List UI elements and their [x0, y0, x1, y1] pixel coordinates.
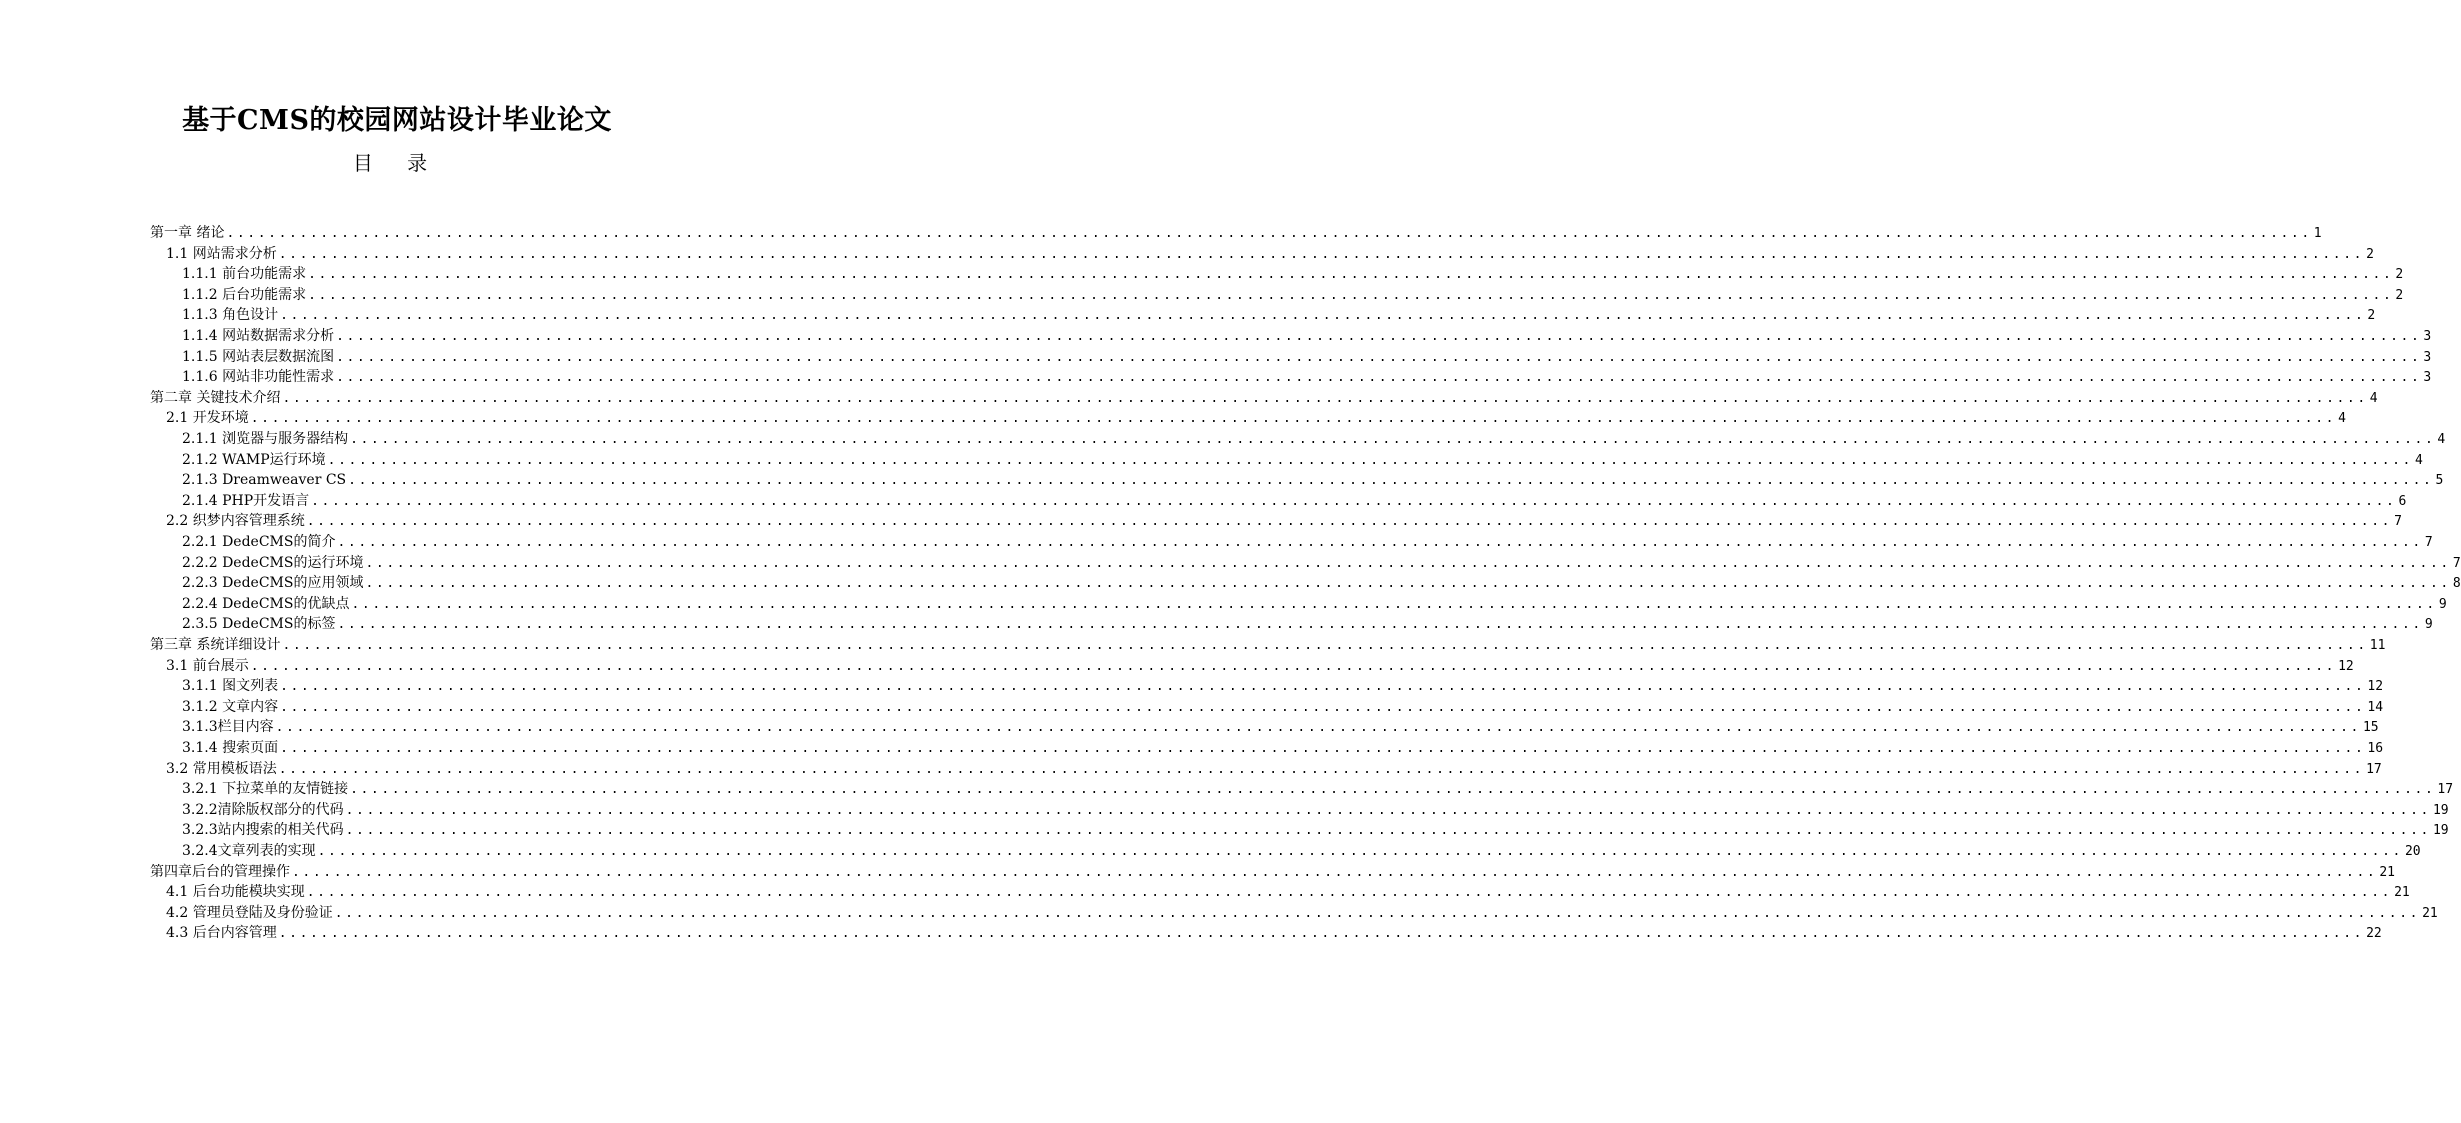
toc-entry-page-number: 5	[2435, 473, 2444, 489]
toc-entry-label: 第一章 绪论	[150, 225, 225, 241]
toc-entry-page-number: 3	[2423, 349, 2432, 365]
toc-entry-label: 第二章 关键技术介绍	[150, 389, 281, 406]
toc-leader-dots: ........................................................................................................................................................................................................	[317, 844, 2403, 859]
toc-heading: 目 录	[352, 151, 442, 175]
toc-leader-dots: ........................................................................................................................................................................................................	[348, 473, 2434, 489]
toc-entry-label: 1.1.6 网站非功能性需求	[182, 369, 335, 386]
toc-leader-dots: ........................................................................................................................................................................................................	[334, 905, 2421, 921]
toc-entry-label: 3.2.2清除版权部分的代码	[182, 801, 344, 818]
toc-leader-dots: ........................................................................................................................................................................................................	[308, 287, 2394, 303]
toc-entry-page-number: 8	[2452, 576, 2461, 592]
toc-entry	[166, 760, 2382, 779]
toc-entry-label: 3.1.1 图文列表	[182, 678, 279, 695]
toc-leader-dots: ........................................................................................................................................................................................................	[311, 493, 2397, 509]
toc-entry	[150, 863, 2395, 882]
toc-entry	[182, 698, 2384, 717]
toc-entry-page-number: 7	[2424, 535, 2433, 550]
toc-entry-page-number: 15	[2362, 720, 2379, 736]
toc-leader-dots: ........................................................................................................................................................................................................	[280, 308, 2366, 324]
toc-entry-label: 2.2.4 DedeCMS的优缺点	[182, 595, 350, 612]
toc-leader-dots: ........................................................................................................................................................................................................	[306, 885, 2393, 901]
toc-leader-dots: ........................................................................................................................................................................................................	[350, 782, 2436, 798]
toc-entry-page-number: 9	[2424, 617, 2433, 633]
toc-entry	[182, 842, 2421, 861]
toc-entry	[182, 718, 2379, 737]
toc-leader-dots: ........................................................................................................................................................................................................	[306, 514, 2393, 530]
toc-leader-dots: ........................................................................................................................................................................................................	[337, 535, 2423, 550]
toc-entry-page-number: 12	[2367, 679, 2384, 695]
toc-entry-page-number: 17	[2437, 782, 2454, 798]
toc-leader-dots: ........................................................................................................................................................................................................	[345, 802, 2431, 818]
toc-entry-page-number: 19	[2432, 823, 2449, 839]
toc-leader-dots: ........................................................................................................................................................................................................	[278, 926, 2365, 942]
toc-entry-label: 2.2.1 DedeCMS的简介	[182, 534, 336, 550]
toc-entry-label: 4.1 后台功能模块实现	[166, 884, 305, 901]
toc-entry	[166, 924, 2382, 943]
toc-entry	[182, 780, 2454, 799]
toc-entry-page-number: 4	[2437, 432, 2446, 447]
toc-leader-dots: ........................................................................................................................................................................................................	[351, 596, 2437, 612]
toc-leader-dots: ........................................................................................................................................................................................................	[292, 864, 2378, 880]
toc-entry	[182, 492, 2407, 511]
toc-entry-page-number: 20	[2404, 844, 2421, 859]
toc-leader-dots: ........................................................................................................................................................................................................	[365, 576, 2451, 592]
toc-entry	[182, 451, 2423, 470]
toc-entry	[182, 368, 2432, 387]
toc-leader-dots: ........................................................................................................................................................................................................	[226, 226, 2312, 241]
toc-leader-dots: ........................................................................................................................................................................................................	[278, 761, 2365, 777]
toc-entry-label: 2.1.1 浏览器与服务器结构	[182, 431, 349, 447]
toc-entry-label: 3.1 前台展示	[166, 657, 249, 674]
toc-entry	[182, 821, 2449, 840]
toc-entry-label: 1.1.1 前台功能需求	[182, 266, 307, 283]
toc-entry-page-number: 19	[2432, 802, 2449, 818]
toc-entry	[182, 574, 2461, 593]
toc-leader-dots: ........................................................................................................................................................................................................	[250, 658, 2337, 674]
toc-entry-page-number: 14	[2367, 699, 2384, 715]
toc-entry	[182, 739, 2384, 758]
toc-entry-page-number: 21	[2394, 885, 2410, 901]
toc-leader-dots: ........................................................................................................................................................................................................	[336, 329, 2422, 344]
toc-entry-page-number: 16	[2367, 741, 2384, 756]
toc-leader-dots: ........................................................................................................................................................................................................	[280, 699, 2366, 715]
toc-entry-page-number: 1	[2313, 226, 2322, 241]
document-title: 基于CMS的校园网站设计毕业论文	[182, 105, 612, 136]
toc-entry-label: 2.1.3 Dreamweaver CS	[182, 472, 347, 489]
toc-leader-dots: ........................................................................................................................................................................................................	[365, 555, 2451, 571]
toc-leader-dots: ........................................................................................................................................................................................................	[336, 370, 2422, 386]
toc-entry	[150, 389, 2378, 408]
toc-entry-label: 1.1.3 角色设计	[182, 307, 279, 324]
toc-entry-page-number: 22	[2366, 926, 2382, 942]
toc-entry-page-number: 6	[2398, 493, 2407, 509]
toc-entry	[166, 245, 2374, 264]
toc-entry	[182, 306, 2376, 325]
toc-leader-dots: ........................................................................................................................................................................................................	[345, 823, 2431, 839]
toc-entry-label: 2.3.5 DedeCMS的标签	[182, 616, 336, 633]
toc-entry	[182, 554, 2461, 573]
toc-entry	[182, 327, 2432, 346]
toc-entry-label: 第三章 系统详细设计	[150, 637, 281, 653]
toc-entry-label: 3.1.4 搜索页面	[182, 740, 279, 756]
toc-leader-dots: ........................................................................................................................................................................................................	[280, 679, 2366, 695]
toc-entry	[182, 430, 2446, 449]
toc-entry	[182, 615, 2433, 634]
toc-entry	[182, 265, 2404, 284]
toc-entry-page-number: 17	[2366, 761, 2382, 777]
toc-entry-page-number: 4	[2369, 390, 2378, 406]
toc-entry-label: 2.1.4 PHP开发语言	[182, 492, 310, 509]
toc-leader-dots: ........................................................................................................................................................................................................	[336, 349, 2422, 365]
toc-entry-label: 3.2 常用模板语法	[166, 760, 277, 777]
toc-entry	[166, 657, 2354, 676]
toc-leader-dots: ........................................................................................................................................................................................................	[337, 617, 2423, 633]
toc-entry-label: 2.2.3 DedeCMS的应用领域	[182, 575, 364, 592]
toc-entry-page-number: 9	[2438, 596, 2447, 612]
toc-leader-dots: ........................................................................................................................................................................................................	[250, 411, 2337, 427]
toc-entry-page-number: 7	[2452, 555, 2461, 571]
toc-entry	[150, 636, 2386, 655]
toc-entry-label: 2.1 开发环境	[166, 410, 249, 427]
toc-entry	[166, 409, 2346, 428]
toc-entry-page-number: 4	[2338, 411, 2346, 427]
toc-entry	[150, 224, 2322, 243]
toc-entry-page-number: 3	[2423, 329, 2432, 344]
toc-entry-label: 1.1.5 网站表层数据流图	[182, 348, 335, 365]
toc-entry-page-number: 2	[2367, 308, 2376, 324]
toc-leader-dots: ........................................................................................................................................................................................................	[350, 432, 2436, 447]
toc-entry-label: 1.1.4 网站数据需求分析	[182, 328, 335, 344]
toc-entry-page-number: 2	[2395, 287, 2404, 303]
toc-entry-label: 3.1.3栏目内容	[182, 719, 274, 736]
toc-entry-label: 4.3 后台内容管理	[166, 925, 277, 942]
toc-entry-page-number: 2	[2395, 267, 2404, 283]
toc-leader-dots: ........................................................................................................................................................................................................	[278, 246, 2365, 262]
toc-entry-label: 3.2.4文章列表的实现	[182, 843, 316, 859]
toc-leader-dots: ........................................................................................................................................................................................................	[282, 390, 2368, 406]
toc-leader-dots: ........................................................................................................................................................................................................	[280, 741, 2366, 756]
toc-entry	[182, 533, 2433, 552]
toc-entry	[166, 883, 2410, 902]
toc-entry-page-number: 2	[2366, 246, 2374, 262]
toc-entry	[182, 677, 2384, 696]
toc-entry-label: 1.1.2 后台功能需求	[182, 286, 307, 303]
toc-entry	[182, 286, 2404, 305]
toc-entry	[182, 348, 2432, 367]
toc-leader-dots: ........................................................................................................................................................................................................	[327, 452, 2413, 468]
toc-entry	[182, 471, 2444, 490]
toc-entry-page-number: 4	[2414, 452, 2423, 468]
toc-entry-label: 2.2 织梦内容管理系统	[166, 513, 305, 530]
toc-entry-label: 3.1.2 文章内容	[182, 698, 279, 715]
toc-entry	[166, 512, 2402, 531]
toc-leader-dots: ........................................................................................................................................................................................................	[282, 638, 2368, 653]
toc-entry-page-number: 12	[2338, 658, 2354, 674]
toc-entry-label: 4.2 管理员登陆及身份验证	[166, 904, 333, 921]
toc-entry-label: 3.2.3站内搜索的相关代码	[182, 822, 344, 839]
toc-leader-dots: ........................................................................................................................................................................................................	[308, 267, 2394, 283]
toc-entry-label: 第四章后台的管理操作	[150, 863, 290, 880]
toc-entry-label: 1.1 网站需求分析	[166, 245, 277, 262]
toc-leader-dots: ........................................................................................................................................................................................................	[275, 720, 2361, 736]
toc-entry-label: 2.2.2 DedeCMS的运行环境	[182, 554, 364, 571]
toc-entry-page-number: 21	[2422, 905, 2438, 921]
toc-entry	[182, 595, 2447, 614]
toc-entry-label: 2.1.2 WAMP运行环境	[182, 451, 326, 468]
toc-entry-label: 3.2.1 下拉菜单的友情链接	[182, 781, 349, 798]
toc-entry-page-number: 11	[2369, 638, 2386, 653]
toc-entry	[166, 904, 2438, 923]
toc-entry	[182, 801, 2449, 820]
toc-entry-page-number: 3	[2423, 370, 2432, 386]
toc-entry-page-number: 7	[2394, 514, 2402, 530]
toc-entry-page-number: 21	[2379, 864, 2395, 880]
